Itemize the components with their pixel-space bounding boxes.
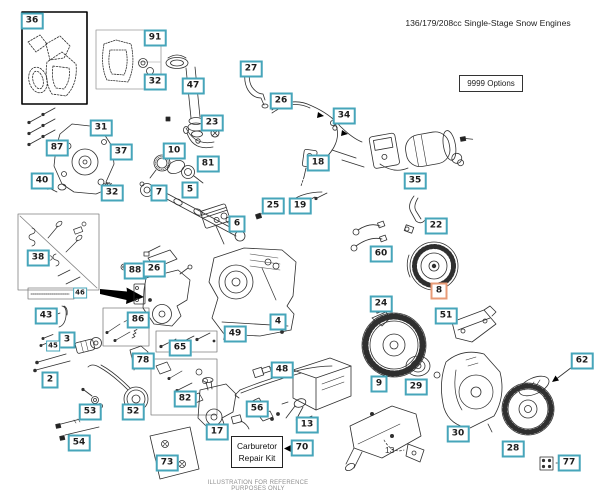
- callout-32[interactable]: 32: [101, 185, 124, 202]
- callout-25[interactable]: 25: [262, 198, 285, 215]
- callout-13[interactable]: 13: [296, 417, 319, 434]
- callout-81[interactable]: 81: [197, 156, 220, 173]
- callout-51[interactable]: 51: [435, 308, 458, 325]
- callout-54[interactable]: 54: [68, 435, 91, 452]
- callout-77[interactable]: 77: [558, 455, 581, 472]
- callout-60[interactable]: 60: [370, 246, 393, 263]
- callout-3[interactable]: 3: [59, 332, 76, 349]
- callout-17[interactable]: 17: [206, 424, 229, 441]
- callout-7[interactable]: 7: [151, 185, 168, 202]
- callout-37[interactable]: 37: [110, 144, 133, 161]
- muffler-inline-ref: 13: [385, 445, 395, 455]
- callout-43[interactable]: 43: [35, 308, 58, 325]
- callout-29[interactable]: 29: [405, 379, 428, 396]
- callout-22[interactable]: 22: [425, 218, 448, 235]
- callout-87[interactable]: 87: [46, 140, 69, 157]
- callout-49[interactable]: 49: [224, 326, 247, 343]
- callout-6[interactable]: 6: [229, 216, 246, 233]
- callout-24[interactable]: 24: [370, 296, 393, 313]
- callout-65[interactable]: 65: [169, 340, 192, 357]
- page-title: 136/179/208cc Single-Stage Snow Engines: [405, 18, 571, 28]
- callout-26[interactable]: 26: [143, 261, 166, 278]
- callout-18[interactable]: 18: [307, 155, 330, 172]
- callout-32[interactable]: 32: [144, 74, 167, 91]
- callout-56[interactable]: 56: [246, 401, 269, 418]
- callout-9[interactable]: 9: [371, 376, 388, 393]
- callout-10[interactable]: 10: [163, 143, 186, 160]
- callout-35[interactable]: 35: [404, 173, 427, 190]
- callout-48[interactable]: 48: [271, 362, 294, 379]
- callout-26[interactable]: 26: [270, 93, 293, 110]
- callout-78[interactable]: 78: [132, 353, 155, 370]
- callout-30[interactable]: 30: [447, 426, 470, 443]
- disclaimer-text: ILLUSTRATION FOR REFERENCE PURPOSES ONLY: [207, 480, 309, 491]
- callout-53[interactable]: 53: [79, 404, 102, 421]
- callout-62[interactable]: 62: [571, 353, 594, 370]
- kit-line2: Repair Kit: [238, 453, 276, 463]
- callout-73[interactable]: 73: [156, 455, 179, 472]
- callout-36[interactable]: 36: [21, 13, 44, 30]
- callout-23[interactable]: 23: [201, 115, 224, 132]
- callout-8[interactable]: 8: [431, 283, 448, 300]
- callout-86[interactable]: 86: [127, 312, 150, 329]
- options-label: 9999 Options: [467, 79, 515, 88]
- callout-46[interactable]: 46: [75, 288, 85, 297]
- callout-2[interactable]: 2: [42, 372, 59, 389]
- callout-52[interactable]: 52: [122, 404, 145, 421]
- callout-34[interactable]: 34: [333, 108, 356, 125]
- callout-19[interactable]: 19: [289, 198, 312, 215]
- callout-40[interactable]: 40: [31, 173, 54, 190]
- kit-line1: Carburetor: [236, 441, 278, 451]
- callout-28[interactable]: 28: [502, 441, 525, 458]
- callout-88[interactable]: 88: [124, 263, 147, 280]
- callout-5[interactable]: 5: [182, 182, 199, 199]
- callout-82[interactable]: 82: [174, 391, 197, 408]
- callout-45[interactable]: 45: [48, 341, 58, 350]
- callout-47[interactable]: 47: [182, 78, 205, 95]
- callout-27[interactable]: 27: [240, 61, 263, 78]
- callout-31[interactable]: 31: [90, 120, 113, 137]
- callout-70[interactable]: 70: [291, 440, 314, 457]
- callout-91[interactable]: 91: [144, 30, 167, 47]
- callout-38[interactable]: 38: [27, 250, 50, 267]
- callout-4[interactable]: 4: [270, 314, 287, 331]
